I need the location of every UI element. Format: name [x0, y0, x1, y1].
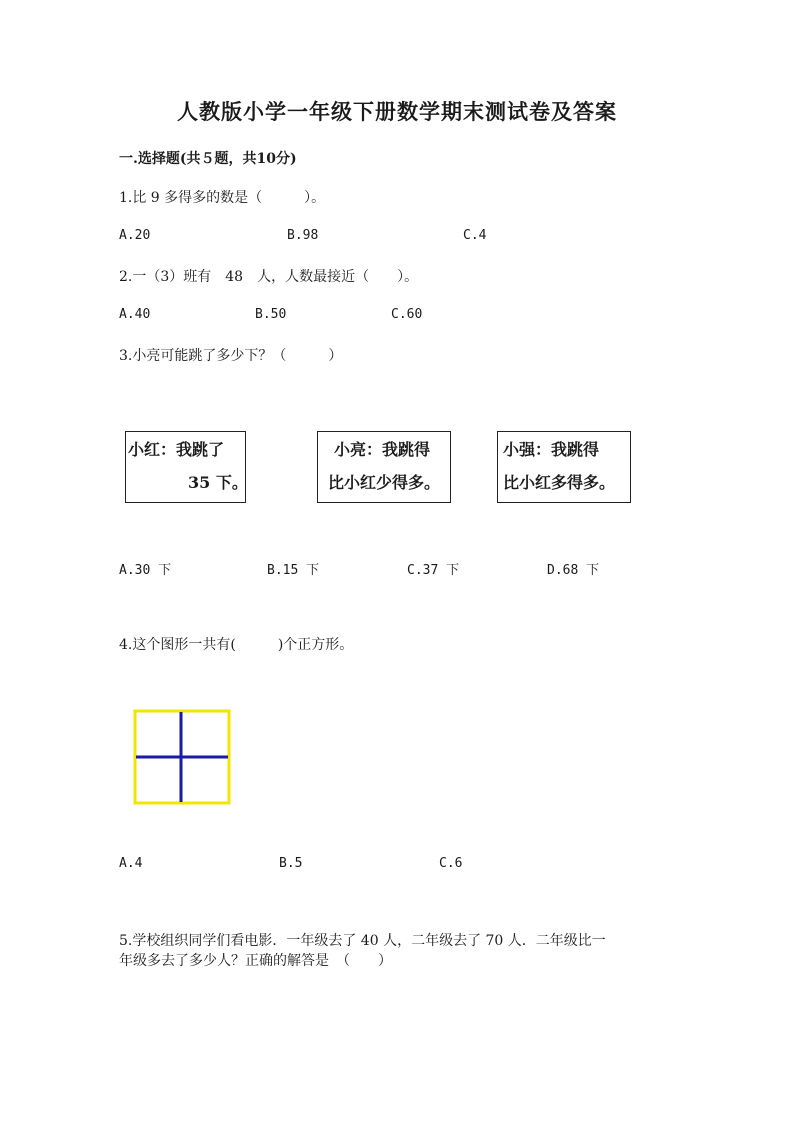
square-figure — [133, 709, 231, 805]
q3-option-c[interactable]: C.37 下 — [407, 563, 460, 578]
q1-option-a[interactable]: A.20 — [119, 228, 151, 243]
question-5-line-1: 5.学校组织同学们看电影．一年级去了 40 人，二年级去了 70 人．二年级比一 — [119, 933, 606, 949]
speech-box-xiaoqiang — [497, 431, 631, 503]
xiaohong-line-2: 35 下。 — [188, 473, 248, 492]
q1-option-c[interactable]: C.4 — [463, 228, 487, 243]
xiaoliang-line-1: 小亮：我跳得 — [334, 440, 431, 459]
q3-option-d[interactable]: D.68 下 — [547, 563, 600, 578]
q4-option-b[interactable]: B.5 — [279, 856, 303, 871]
q3-option-a[interactable]: A.30 下 — [119, 563, 172, 578]
speech-box-xiaoliang — [317, 431, 451, 503]
section-heading: 一.选择题(共５题，共10分) — [119, 151, 297, 167]
q2-option-a[interactable]: A.40 — [119, 307, 151, 322]
question-4: 4.这个图形一共有( )个正方形。 — [119, 637, 354, 653]
page-title: 人教版小学一年级下册数学期末测试卷及答案 — [177, 99, 617, 124]
xiaoliang-line-2: 比小红少得多。 — [328, 473, 441, 492]
question-1: 1.比 9 多得多的数是（ ）。 — [119, 190, 326, 206]
q3-option-b[interactable]: B.15 下 — [267, 563, 320, 578]
q2-option-c[interactable]: C.60 — [391, 307, 423, 322]
q4-option-c[interactable]: C.6 — [439, 856, 463, 871]
question-3: 3.小亮可能跳了多少下？（ ） — [119, 348, 343, 364]
speech-box-xiaohong — [125, 431, 246, 503]
q1-option-b[interactable]: B.98 — [287, 228, 319, 243]
question-5-line-2: 年级多去了多少人？正确的解答是 （ ） — [119, 953, 392, 969]
q2-option-b[interactable]: B.50 — [255, 307, 287, 322]
xiaoqiang-line-1: 小强：我跳得 — [503, 440, 600, 459]
question-2: 2.一（3）班有 48 人，人数最接近（ ）。 — [119, 269, 419, 285]
xiaohong-line-1: 小红：我跳了 — [128, 440, 225, 459]
xiaoqiang-line-2: 比小红多得多。 — [503, 473, 616, 492]
q4-option-a[interactable]: A.4 — [119, 856, 143, 871]
